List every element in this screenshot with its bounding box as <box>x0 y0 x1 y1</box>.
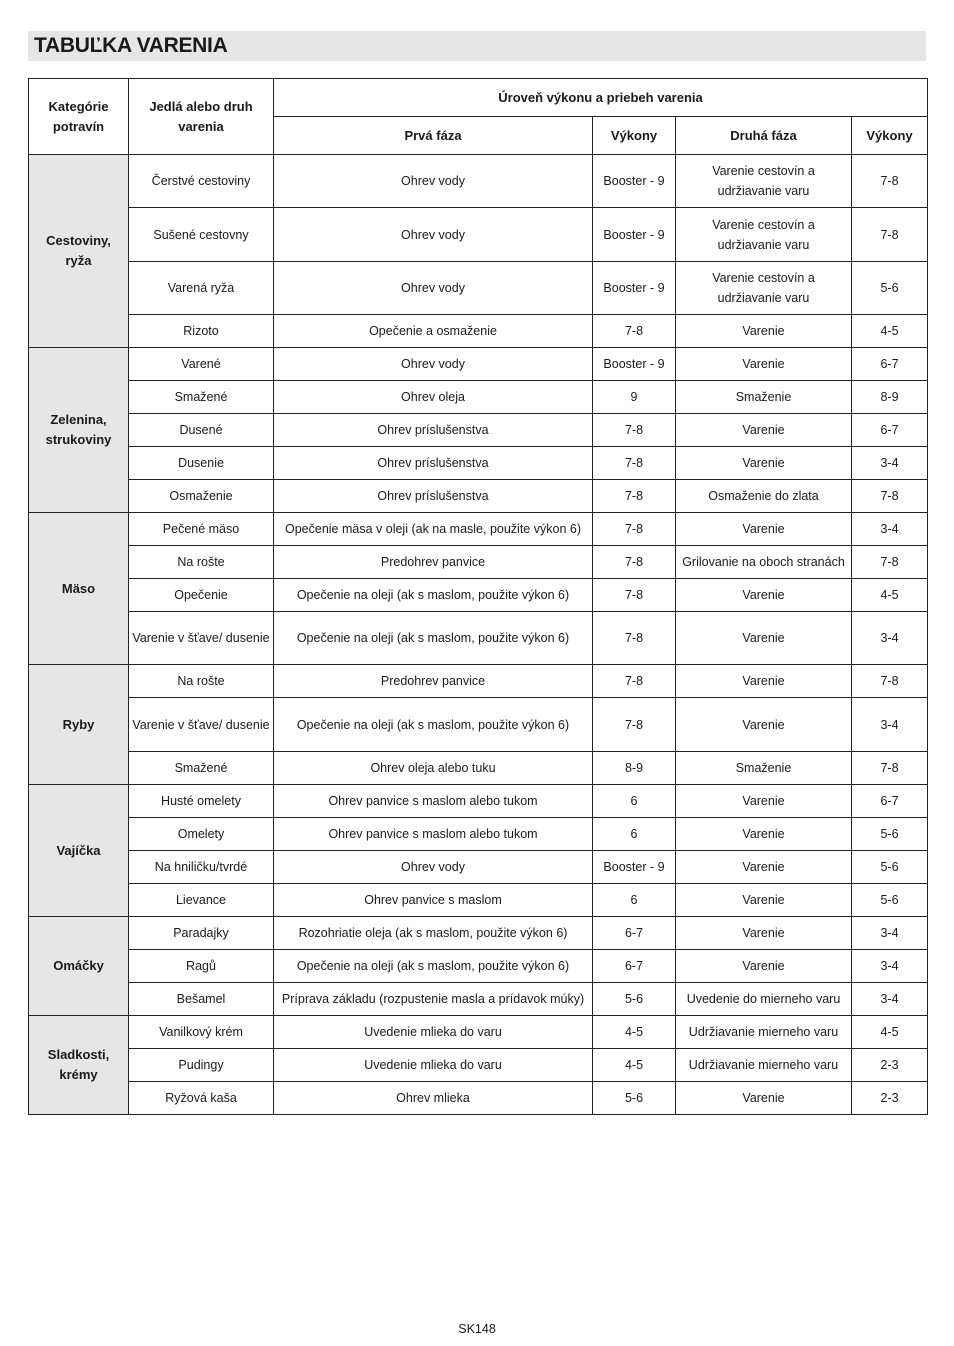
power1-cell: Booster - 9 <box>593 155 676 208</box>
dish-cell: Dusené <box>129 414 274 447</box>
dish-cell: Smažené <box>129 752 274 785</box>
phase2-cell: Udržiavanie mierneho varu <box>676 1016 852 1049</box>
power1-cell: 4-5 <box>593 1016 676 1049</box>
table-row <box>29 480 928 513</box>
power2-cell: 5-6 <box>852 884 928 917</box>
phase2-cell: Grilovanie na oboch stranách <box>676 546 852 579</box>
phase2-cell: Varenie <box>676 665 852 698</box>
dish-cell: Na rošte <box>129 546 274 579</box>
dish-cell: Osmaženie <box>129 480 274 513</box>
power1-cell: 8-9 <box>593 752 676 785</box>
phase1-cell: Uvedenie mlieka do varu <box>274 1016 593 1049</box>
power2-cell: 6-7 <box>852 348 928 381</box>
dish-cell: Na rošte <box>129 665 274 698</box>
power2-cell: 8-9 <box>852 381 928 414</box>
power1-cell: 4-5 <box>593 1049 676 1082</box>
phase1-cell: Ohrev vody <box>274 851 593 884</box>
table-row <box>29 414 928 447</box>
power2-cell: 6-7 <box>852 414 928 447</box>
power2-cell: 7-8 <box>852 665 928 698</box>
table-row <box>29 546 928 579</box>
category-cell: Sladkosti, krémy <box>29 1016 129 1115</box>
dish-cell: Pečené mäso <box>129 513 274 546</box>
table-row <box>29 208 928 262</box>
power1-cell: 7-8 <box>593 665 676 698</box>
category-cell: Zelenina, strukoviny <box>29 348 129 513</box>
phase2-cell: Varenie <box>676 1082 852 1115</box>
phase1-cell: Predohrev panvice <box>274 665 593 698</box>
power1-cell: Booster - 9 <box>593 262 676 315</box>
phase1-cell: Opečenie na oleji (ak s maslom, použite výkon 6) <box>274 612 593 665</box>
table-body <box>29 155 928 1115</box>
power2-cell: 3-4 <box>852 513 928 546</box>
phase1-cell: Ohrev oleja alebo tuku <box>274 752 593 785</box>
phase1-cell: Opečenie a osmaženie <box>274 315 593 348</box>
power1-cell: 7-8 <box>593 698 676 752</box>
table-row <box>29 884 928 917</box>
table-row <box>29 262 928 315</box>
phase1-cell: Opečenie na oleji (ak s maslom, použite výkon 6) <box>274 950 593 983</box>
category-cell: Ryby <box>29 665 129 785</box>
phase2-cell: Varenie cestovín a udržiavanie varu <box>676 208 852 262</box>
table-row <box>29 1016 928 1049</box>
table-row <box>29 447 928 480</box>
table-row <box>29 612 928 665</box>
dish-cell: Na hniličku/tvrdé <box>129 851 274 884</box>
table-row <box>29 818 928 851</box>
power1-cell: 7-8 <box>593 414 676 447</box>
phase1-cell: Predohrev panvice <box>274 546 593 579</box>
power2-cell: 3-4 <box>852 698 928 752</box>
table-row <box>29 155 928 208</box>
power2-cell: 7-8 <box>852 480 928 513</box>
dish-cell: Čerstvé cestoviny <box>129 155 274 208</box>
table-row <box>29 348 928 381</box>
power1-cell: 9 <box>593 381 676 414</box>
table-row <box>29 698 928 752</box>
phase1-cell: Ohrev vody <box>274 348 593 381</box>
dish-cell: Ragů <box>129 950 274 983</box>
phase1-cell: Ohrev príslušenstva <box>274 480 593 513</box>
power2-cell: 4-5 <box>852 1016 928 1049</box>
phase1-cell: Ohrev vody <box>274 155 593 208</box>
phase2-cell: Varenie <box>676 884 852 917</box>
table-row <box>29 950 928 983</box>
table-row <box>29 315 928 348</box>
power1-cell: 7-8 <box>593 612 676 665</box>
phase1-cell: Ohrev príslušenstva <box>274 414 593 447</box>
phase1-cell: Uvedenie mlieka do varu <box>274 1049 593 1082</box>
header-category: Kategórie potravín <box>29 79 129 155</box>
phase1-cell: Ohrev panvice s maslom alebo tukom <box>274 785 593 818</box>
header-dish: Jedlá alebo druh varenia <box>129 79 274 155</box>
phase2-cell: Varenie <box>676 513 852 546</box>
power1-cell: 7-8 <box>593 513 676 546</box>
category-cell: Vajíčka <box>29 785 129 917</box>
table-row <box>29 752 928 785</box>
dish-cell: Opečenie <box>129 579 274 612</box>
power2-cell: 3-4 <box>852 917 928 950</box>
header-power1: Výkony <box>593 117 676 155</box>
power1-cell: 6 <box>593 884 676 917</box>
power2-cell: 3-4 <box>852 950 928 983</box>
dish-cell: Pudingy <box>129 1049 274 1082</box>
power2-cell: 3-4 <box>852 983 928 1016</box>
table-header <box>29 79 928 155</box>
phase2-cell: Varenie <box>676 348 852 381</box>
phase1-cell: Ohrev vody <box>274 262 593 315</box>
power1-cell: Booster - 9 <box>593 348 676 381</box>
power2-cell: 4-5 <box>852 315 928 348</box>
power1-cell: 7-8 <box>593 315 676 348</box>
power2-cell: 5-6 <box>852 262 928 315</box>
phase2-cell: Osmaženie do zlata <box>676 480 852 513</box>
power2-cell: 2-3 <box>852 1049 928 1082</box>
power1-cell: 7-8 <box>593 480 676 513</box>
dish-cell: Smažené <box>129 381 274 414</box>
table-row <box>29 1082 928 1115</box>
table-row <box>29 513 928 546</box>
phase2-cell: Varenie <box>676 917 852 950</box>
phase2-cell: Uvedenie do mierneho varu <box>676 983 852 1016</box>
phase2-cell: Smaženie <box>676 381 852 414</box>
power2-cell: 7-8 <box>852 546 928 579</box>
table-row <box>29 785 928 818</box>
dish-cell: Husté omelety <box>129 785 274 818</box>
table-row <box>29 851 928 884</box>
table-row <box>29 917 928 950</box>
phase2-cell: Varenie <box>676 612 852 665</box>
power2-cell: 3-4 <box>852 612 928 665</box>
page-title: TABUĽKA VARENIA <box>34 34 228 57</box>
power2-cell: 5-6 <box>852 851 928 884</box>
header-phase1: Prvá fáza <box>274 117 593 155</box>
table-row <box>29 1049 928 1082</box>
dish-cell: Ryžová kaša <box>129 1082 274 1115</box>
phase1-cell: Ohrev oleja <box>274 381 593 414</box>
dish-cell: Sušené cestovny <box>129 208 274 262</box>
header-phase2: Druhá fáza <box>676 117 852 155</box>
power2-cell: 7-8 <box>852 208 928 262</box>
dish-cell: Paradajky <box>129 917 274 950</box>
power1-cell: Booster - 9 <box>593 851 676 884</box>
power1-cell: 5-6 <box>593 1082 676 1115</box>
phase2-cell: Varenie <box>676 818 852 851</box>
phase1-cell: Opečenie na oleji (ak s maslom, použite výkon 6) <box>274 698 593 752</box>
dish-cell: Bešamel <box>129 983 274 1016</box>
page-number: SK148 <box>458 1322 496 1336</box>
power2-cell: 7-8 <box>852 155 928 208</box>
power1-cell: 7-8 <box>593 447 676 480</box>
phase1-cell: Príprava základu (rozpustenie masla a prídavok múky) <box>274 983 593 1016</box>
category-cell: Omáčky <box>29 917 129 1016</box>
power1-cell: 6 <box>593 818 676 851</box>
dish-cell: Omelety <box>129 818 274 851</box>
phase2-cell: Varenie cestovín a udržiavanie varu <box>676 262 852 315</box>
power1-cell: 5-6 <box>593 983 676 1016</box>
dish-cell: Varené <box>129 348 274 381</box>
power1-cell: 6 <box>593 785 676 818</box>
phase2-cell: Varenie <box>676 414 852 447</box>
title-bar <box>28 31 926 61</box>
dish-cell: Dusenie <box>129 447 274 480</box>
dish-cell: Lievance <box>129 884 274 917</box>
table-row <box>29 665 928 698</box>
dish-cell: Vanilkový krém <box>129 1016 274 1049</box>
phase1-cell: Ohrev mlieka <box>274 1082 593 1115</box>
power2-cell: 4-5 <box>852 579 928 612</box>
phase2-cell: Udržiavanie mierneho varu <box>676 1049 852 1082</box>
phase1-cell: Ohrev panvice s maslom <box>274 884 593 917</box>
header-level-group: Úroveň výkonu a priebeh varenia <box>274 79 928 117</box>
power1-cell: 6-7 <box>593 950 676 983</box>
phase2-cell: Varenie <box>676 698 852 752</box>
table-row <box>29 579 928 612</box>
table-row <box>29 381 928 414</box>
category-cell: Mäso <box>29 513 129 665</box>
phase2-cell: Varenie cestovín a udržiavanie varu <box>676 155 852 208</box>
phase1-cell: Ohrev panvice s maslom alebo tukom <box>274 818 593 851</box>
phase1-cell: Opečenie na oleji (ak s maslom, použite výkon 6) <box>274 579 593 612</box>
cooking-table <box>28 78 928 1115</box>
phase2-cell: Varenie <box>676 851 852 884</box>
table-row <box>29 983 928 1016</box>
power2-cell: 2-3 <box>852 1082 928 1115</box>
header-power2: Výkony <box>852 117 928 155</box>
phase2-cell: Varenie <box>676 950 852 983</box>
phase1-cell: Opečenie mäsa v oleji (ak na masle, použite výkon 6) <box>274 513 593 546</box>
dish-cell: Varenie v šťave/ dusenie <box>129 698 274 752</box>
phase2-cell: Smaženie <box>676 752 852 785</box>
power1-cell: 7-8 <box>593 579 676 612</box>
dish-cell: Varená ryža <box>129 262 274 315</box>
power2-cell: 7-8 <box>852 752 928 785</box>
power2-cell: 3-4 <box>852 447 928 480</box>
power1-cell: 7-8 <box>593 546 676 579</box>
dish-cell: Varenie v šťave/ dusenie <box>129 612 274 665</box>
power1-cell: Booster - 9 <box>593 208 676 262</box>
phase1-cell: Ohrev vody <box>274 208 593 262</box>
power2-cell: 5-6 <box>852 818 928 851</box>
power2-cell: 6-7 <box>852 785 928 818</box>
phase2-cell: Varenie <box>676 579 852 612</box>
phase2-cell: Varenie <box>676 785 852 818</box>
power1-cell: 6-7 <box>593 917 676 950</box>
category-cell: Cestoviny, ryža <box>29 155 129 348</box>
phase2-cell: Varenie <box>676 447 852 480</box>
phase2-cell: Varenie <box>676 315 852 348</box>
dish-cell: Rizoto <box>129 315 274 348</box>
phase1-cell: Ohrev príslušenstva <box>274 447 593 480</box>
phase1-cell: Rozohriatie oleja (ak s maslom, použite výkon 6) <box>274 917 593 950</box>
